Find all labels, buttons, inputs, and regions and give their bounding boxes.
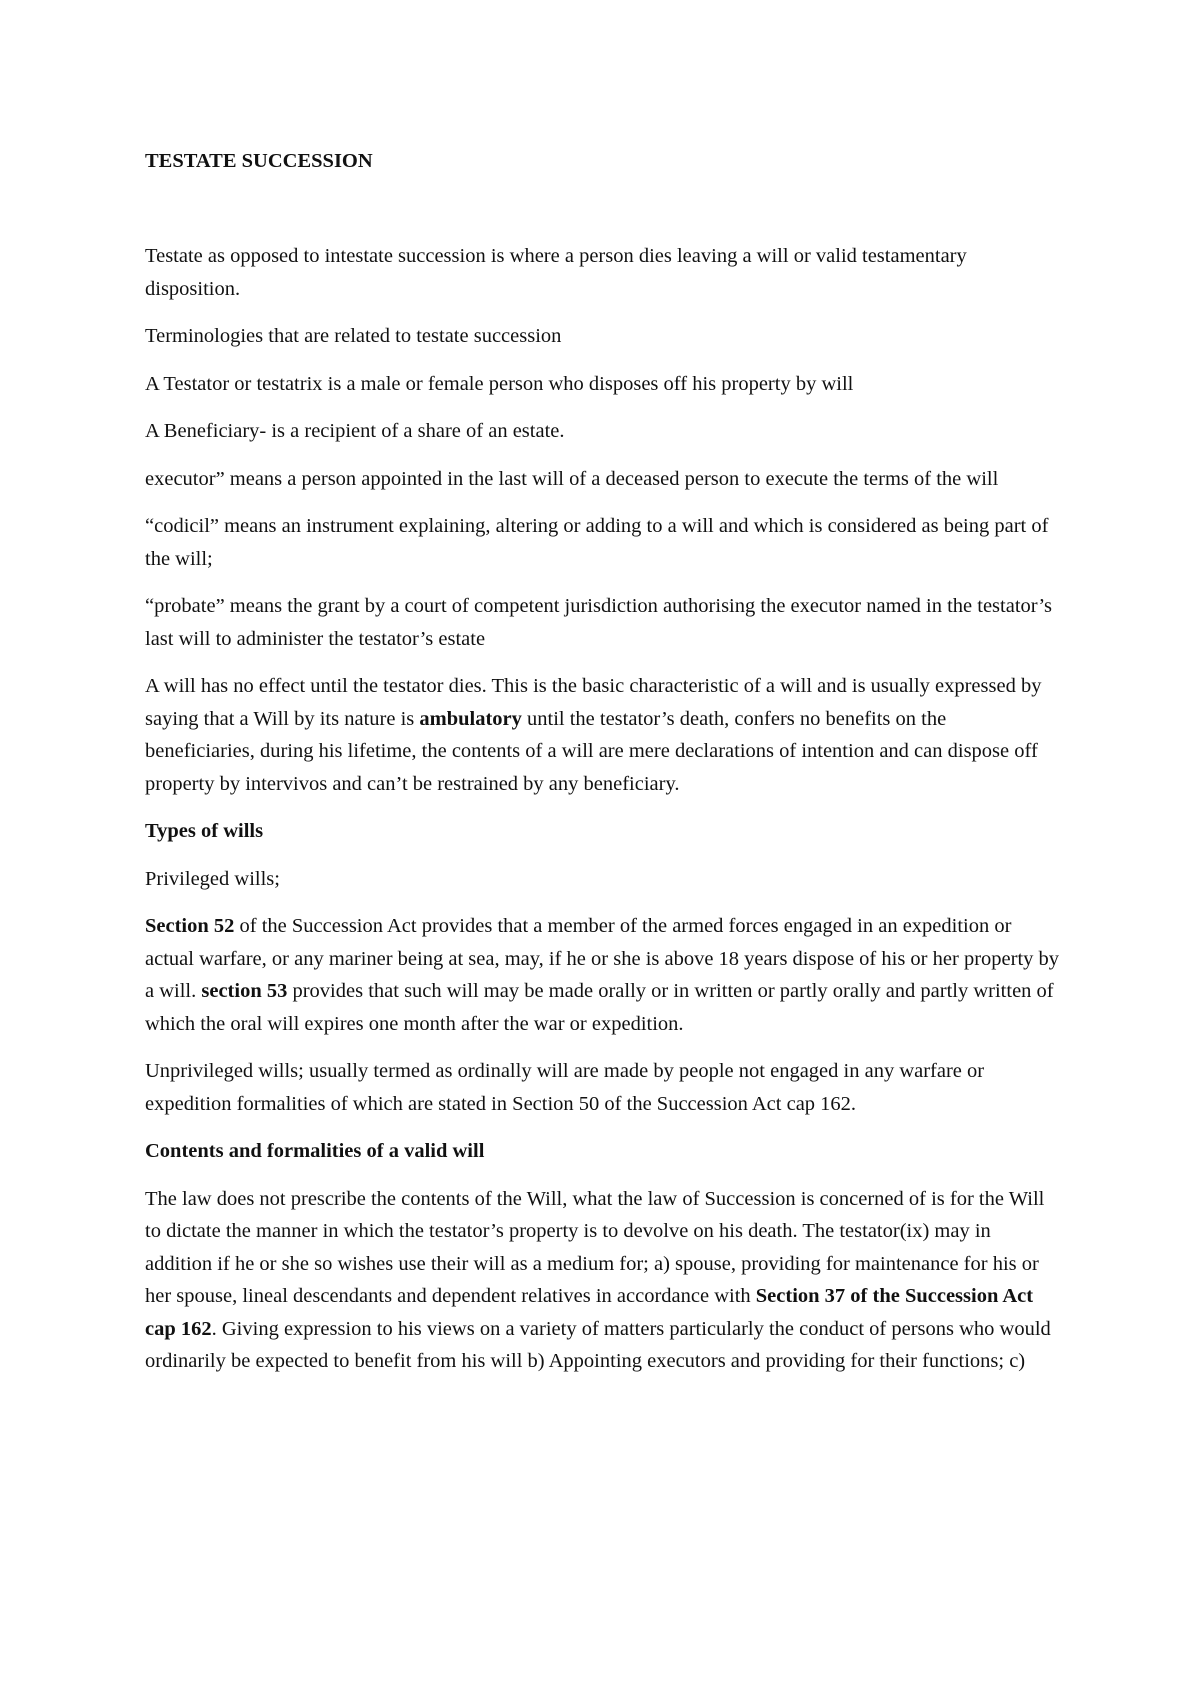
types-of-wills-heading: Types of wills bbox=[145, 820, 264, 842]
contents-formalities-heading: Contents and formalities of a valid will bbox=[145, 1140, 485, 1162]
terminologies-heading: Terminologies that are related to testate succession bbox=[145, 325, 562, 347]
document-title: TESTATE SUCCESSION bbox=[145, 150, 373, 172]
ambulatory-term: ambulatory bbox=[419, 707, 522, 730]
contents-text-2: . Giving expression to his views on a variety of matters particularly the conduct of persons who would ordinarily be expected to benefit from his will b) Appointing executors and providing for their functions; c) bbox=[145, 1317, 1051, 1372]
intro-paragraph: Testate as opposed to intestate succession is where a person dies leaving a will or valid testamentary disposition. bbox=[145, 245, 967, 300]
section-52-text: of the Succession Act provides that a member of the armed forces engaged in an expedition or actual warfare, or any mariner being at sea, may, if he or she is above 18 years dispose of his or her property by a will. bbox=[145, 915, 1060, 1002]
codicil-definition: “codicil” means an instrument explaining, altering or adding to a will and which is considered as being part of the will; bbox=[145, 515, 1049, 570]
unprivileged-wills-paragraph: Unprivileged wills; usually termed as ordinally will are made by people not engaged in any warfare or expedition formalities of which are stated in Section 50 of the Succession Act cap 162. bbox=[145, 1060, 985, 1115]
section-53-ref: section 53 bbox=[201, 980, 288, 1002]
ambulatory-paragraph bbox=[145, 670, 1060, 800]
contents-text-1: The law does not prescribe the contents of the Will, what the law of Succession is concerned of is for the Will to dictate the manner in which the testator’s property is to devolve on his death. The testator(ix) may in addition if he or she so wishes use their will as a medium for; a) spouse, providing for maintenance for his or her spouse, lineal descendants and dependent relatives in accordance with bbox=[145, 1187, 1045, 1307]
section-37-ref: Section 37 of the Succession Act cap 162 bbox=[145, 1285, 1034, 1340]
testator-definition: A Testator or testatrix is a male or female person who disposes off his property by will bbox=[145, 372, 854, 395]
executor-definition: executor” means a person appointed in the last will of a deceased person to execute the terms of the will bbox=[145, 467, 999, 490]
ambulatory-text-after: until the testator’s death, confers no benefits on the beneficiaries, during his lifetime, the contents of a will are mere declarations of intention and can dispose off property by intervivos and can’t be restrained by any beneficiary. bbox=[145, 707, 1038, 795]
section-52-paragraph bbox=[145, 910, 1060, 1040]
probate-definition: “probate” means the grant by a court of competent jurisdiction authorising the executor named in the testator’s last will to administer the testator’s estate bbox=[145, 595, 1053, 650]
ambulatory-text-before: A will has no effect until the testator dies. This is the basic characteristic of a will and is usually expressed by saying that a Will by its nature is bbox=[145, 675, 1042, 730]
privileged-wills-label: Privileged wills; bbox=[145, 867, 280, 890]
section-53-text: provides that such will may be made orally or in written or partly orally and partly written of which the oral will expires one month after the war or expedition. bbox=[145, 980, 1054, 1035]
beneficiary-definition: A Beneficiary- is a recipient of a share of an estate. bbox=[145, 420, 565, 442]
contents-paragraph bbox=[145, 1183, 1060, 1378]
section-52-ref: Section 52 bbox=[145, 915, 235, 937]
